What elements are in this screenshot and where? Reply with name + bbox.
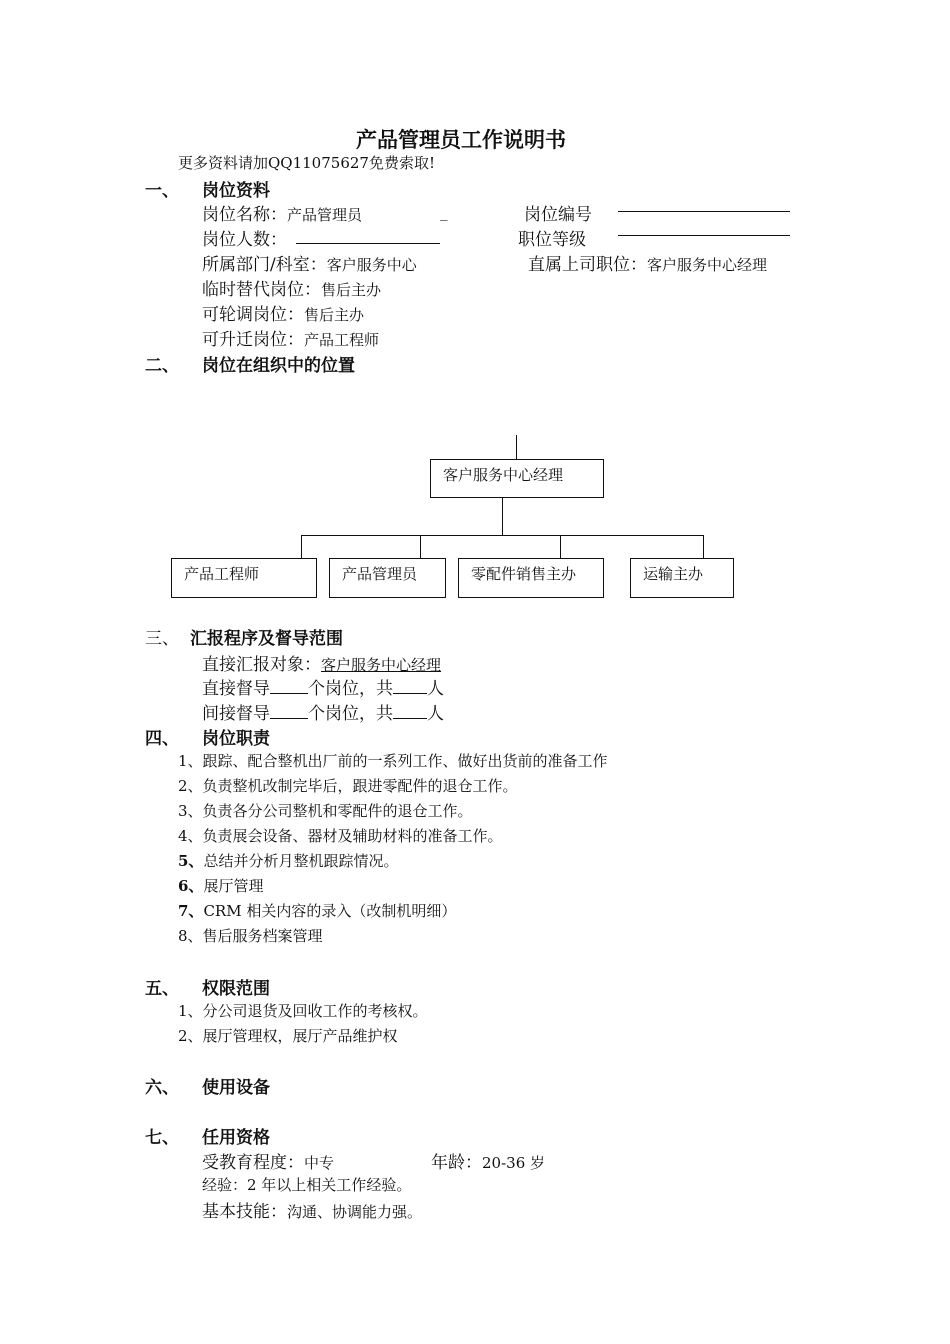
education-label: 受教育程度：	[202, 1153, 304, 1173]
authority-item: 2、展厅管理权，展厅产品维护权	[178, 1027, 398, 1045]
position-code-blank	[618, 211, 790, 212]
indirect-supervise-unit: 人	[427, 704, 444, 724]
department-row	[202, 250, 417, 275]
duty-item: 8、售后服务档案管理	[178, 927, 323, 945]
promotion-row	[202, 325, 379, 350]
org-box-product-engineer: 产品工程师	[171, 558, 317, 598]
rotation-row	[202, 300, 364, 325]
org-top-connector	[516, 435, 517, 459]
report-to-label: 直接汇报对象：	[202, 655, 321, 675]
page-title: 产品管理员工作说明书	[356, 128, 566, 152]
rotation-value: 售后主办	[304, 306, 365, 324]
report-to-value: 客户服务中心经理	[321, 656, 442, 674]
direct-supervise-mid: 个岗位，共	[308, 679, 393, 699]
indirect-people-blank	[393, 704, 427, 719]
section-5-number: 五、	[145, 979, 179, 999]
department-value: 客户服务中心	[326, 256, 417, 274]
rotation-label: 可轮调岗位：	[202, 305, 304, 325]
position-count-blank	[296, 243, 440, 244]
org-box-transport: 运输主办	[630, 558, 734, 598]
experience-row	[202, 1174, 411, 1195]
position-name-label: 岗位名称：	[202, 205, 287, 225]
org-drop-3	[560, 535, 561, 558]
direct-supervise-label: 直接督导	[202, 679, 270, 699]
section-7-number: 七、	[145, 1128, 179, 1148]
section-2-heading: 岗位在组织中的位置	[202, 356, 355, 376]
org-branch-line	[301, 535, 704, 536]
direct-people-blank	[393, 679, 427, 694]
promotion-value: 产品工程师	[304, 331, 380, 349]
position-name-value: 产品管理员	[287, 206, 363, 224]
indirect-positions-blank	[270, 704, 308, 719]
skill-label: 基本技能：	[202, 1202, 287, 1222]
section-2-number: 二、	[145, 356, 179, 376]
age-label: 年龄：	[431, 1153, 482, 1173]
org-box-product-manager: 产品管理员	[329, 558, 446, 598]
duty-item: 1、跟踪、配合整机出厂前的一系列工作、做好出货前的准备工作	[178, 752, 608, 770]
section-3-number: 三、	[145, 629, 179, 649]
education-row	[202, 1148, 334, 1173]
age-value: 20-36 岁	[482, 1154, 546, 1172]
promotion-label: 可升迁岗位：	[202, 330, 304, 350]
position-name-row	[202, 200, 362, 225]
skill-row	[202, 1197, 422, 1222]
experience-text: 经验：2 年以上相关工作经验。	[202, 1176, 412, 1194]
direct-supervise-row	[202, 674, 444, 699]
section-1-heading: 岗位资料	[202, 181, 270, 201]
org-drop-1	[301, 535, 302, 558]
supervisor-value: 客户服务中心经理	[647, 256, 768, 274]
position-grade-label: 职位等级	[518, 230, 586, 250]
duty-item: 5、总结并分析月整机跟踪情况。	[178, 852, 399, 870]
direct-positions-blank	[270, 679, 308, 694]
section-1-number: 一、	[145, 181, 179, 201]
position-count-label: 岗位人数：	[202, 230, 287, 250]
section-4-heading: 岗位职责	[202, 729, 270, 749]
supervisor-label: 直属上司职位：	[528, 255, 647, 275]
org-drop-4	[703, 535, 704, 558]
age-row	[431, 1148, 545, 1173]
section-6-number: 六、	[145, 1078, 179, 1098]
section-5-heading: 权限范围	[202, 979, 270, 999]
section-3-heading: 汇报程序及督导范围	[190, 629, 343, 649]
position-grade-blank	[618, 235, 790, 236]
skill-value: 沟通、协调能力强。	[287, 1203, 423, 1221]
section-7-heading: 任用资格	[202, 1128, 270, 1148]
position-code-label: 岗位编号	[524, 205, 592, 225]
temp-replacement-value: 售后主办	[321, 281, 382, 299]
direct-supervise-unit: 人	[427, 679, 444, 699]
duty-item: 2、负责整机改制完毕后，跟进零配件的退仓工作。	[178, 777, 518, 795]
temp-replacement-label: 临时替代岗位：	[202, 280, 321, 300]
org-trunk-line	[502, 498, 503, 535]
indirect-supervise-label: 间接督导	[202, 704, 270, 724]
indirect-supervise-mid: 个岗位，共	[308, 704, 393, 724]
position-name-tail: _	[440, 203, 448, 221]
duty-item: 4、负责展会设备、器材及辅助材料的准备工作。	[178, 827, 503, 845]
authority-item: 1、分公司退货及回收工作的考核权。	[178, 1002, 428, 1020]
subtitle-note: 更多资料请加QQ11075627免费索取!	[178, 154, 435, 172]
org-box-manager: 客户服务中心经理	[430, 459, 604, 498]
section-4-number: 四、	[145, 729, 179, 749]
temp-replacement-row	[202, 275, 381, 300]
duty-item: 7、CRM 相关内容的录入（改制机明细）	[178, 902, 457, 920]
org-box-parts-sales: 零配件销售主办	[458, 558, 604, 598]
duty-item: 6、展厅管理	[178, 877, 264, 895]
section-6-heading: 使用设备	[202, 1078, 270, 1098]
supervisor-row	[528, 250, 767, 275]
report-to-row	[202, 650, 441, 675]
org-drop-2	[420, 535, 421, 558]
department-label: 所属部门/科室：	[202, 255, 327, 275]
duty-item: 3、负责各分公司整机和零配件的退仓工作。	[178, 802, 473, 820]
education-value: 中专	[304, 1154, 335, 1172]
indirect-supervise-row	[202, 699, 444, 724]
